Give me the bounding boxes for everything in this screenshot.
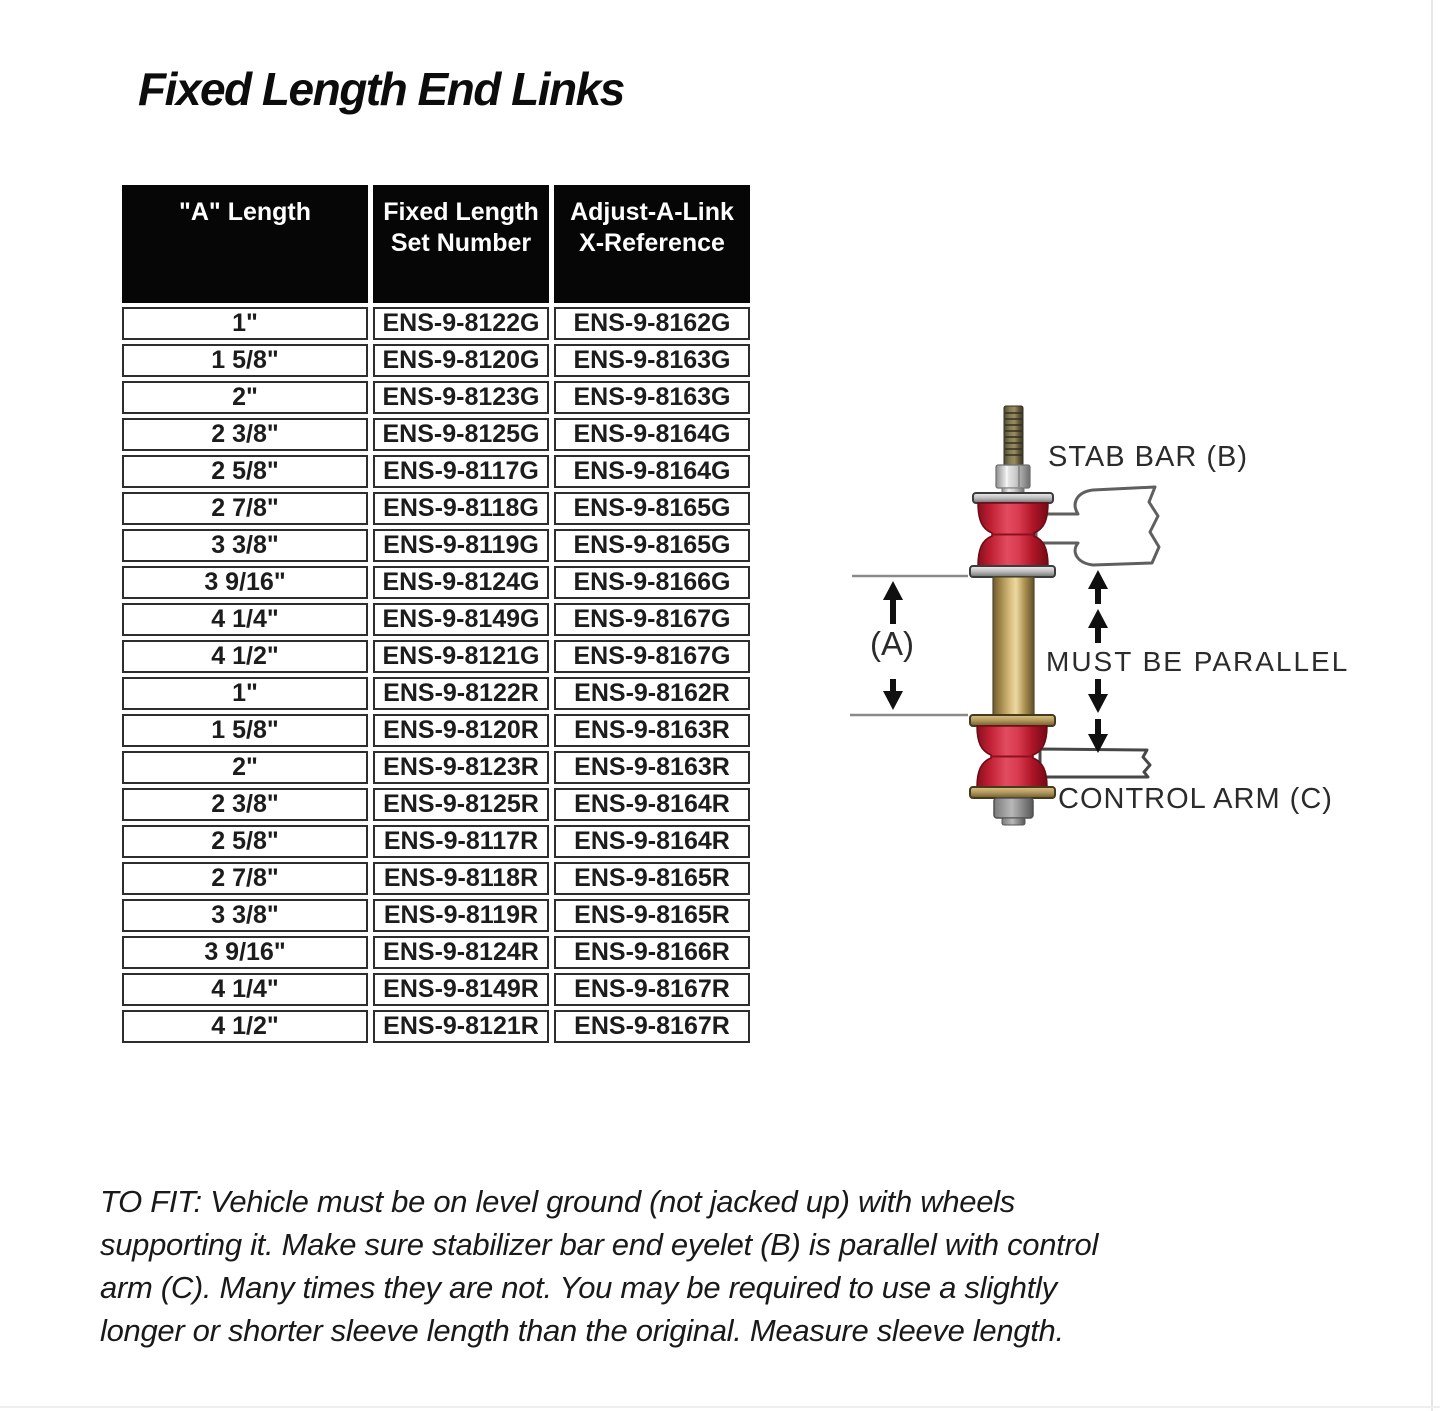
stab-bar-label: STAB BAR (B) <box>1048 441 1248 473</box>
table-row <box>122 936 750 969</box>
column-header-a-length <box>122 185 368 303</box>
table-cell: 2 5/8" <box>122 825 368 858</box>
table-cell: 3 3/8" <box>122 899 368 932</box>
header-line: "A" Length <box>178 198 312 226</box>
table-cell: 2 3/8" <box>122 418 368 451</box>
table-cell: ENS-9-8119G <box>373 529 549 562</box>
table-cell: 1" <box>122 677 368 710</box>
table-row <box>122 492 750 525</box>
control-arm-shape <box>1040 749 1150 777</box>
table-row <box>122 714 750 747</box>
table-row <box>122 529 750 562</box>
table-cell: ENS-9-8164G <box>554 455 750 488</box>
table-row <box>122 973 750 1006</box>
table-cell: 4 1/2" <box>122 640 368 673</box>
control-arm-label: CONTROL ARM (C) <box>1058 783 1333 815</box>
table-cell: 4 1/4" <box>122 973 368 1006</box>
table-cell: ENS-9-8122G <box>373 307 549 340</box>
table-cell: ENS-9-8117G <box>373 455 549 488</box>
dimension-a <box>850 576 968 715</box>
table-cell: 1 5/8" <box>122 344 368 377</box>
table-row <box>122 677 750 710</box>
table-cell: ENS-9-8163R <box>554 714 750 747</box>
table-cell: ENS-9-8124R <box>373 936 549 969</box>
table-cell: ENS-9-8120G <box>373 344 549 377</box>
top-nut <box>996 465 1030 494</box>
note-line: arm (C). Many times they are not. You may be required to use a slightly <box>100 1270 1057 1305</box>
sleeve <box>993 577 1034 715</box>
table-cell: ENS-9-8117R <box>373 825 549 858</box>
table-cell: 2 7/8" <box>122 492 368 525</box>
arrow-up-icon <box>1088 609 1108 643</box>
table-row <box>122 825 750 858</box>
table-cell: 2" <box>122 381 368 414</box>
table-cell: ENS-9-8165G <box>554 492 750 525</box>
parallel-annotation <box>1046 570 1349 753</box>
header-line: Fixed Length <box>383 198 539 226</box>
table-cell: ENS-9-8167G <box>554 640 750 673</box>
table-cell: ENS-9-8123G <box>373 381 549 414</box>
table-cell: ENS-9-8166R <box>554 936 750 969</box>
table-cell: ENS-9-8165G <box>554 529 750 562</box>
table-cell: ENS-9-8123R <box>373 751 549 784</box>
end-link-illustration <box>830 393 1420 863</box>
header-line: Set Number <box>390 229 532 257</box>
arrow-down-icon <box>1088 719 1108 753</box>
table-cell: ENS-9-8122R <box>373 677 549 710</box>
table-cell: ENS-9-8167R <box>554 1010 750 1043</box>
table-cell: 4 1/2" <box>122 1010 368 1043</box>
table-header <box>122 185 750 303</box>
table-row <box>122 307 750 340</box>
table-row <box>122 603 750 636</box>
stab-bar-eyelet-shape <box>1036 487 1159 565</box>
header-line: X-Reference <box>579 229 725 257</box>
table-cell: ENS-9-8167G <box>554 603 750 636</box>
table-cell: ENS-9-8125G <box>373 418 549 451</box>
table-cell: ENS-9-8162R <box>554 677 750 710</box>
table-row <box>122 455 750 488</box>
parts-table-wrap <box>117 181 755 1047</box>
table-cell: ENS-9-8149G <box>373 603 549 636</box>
table-row <box>122 344 750 377</box>
table-row <box>122 899 750 932</box>
table-cell: ENS-9-8121G <box>373 640 549 673</box>
page-edge-right <box>1431 0 1433 1411</box>
arrow-down-icon <box>1088 679 1108 713</box>
table-cell: ENS-9-8124G <box>373 566 549 599</box>
table-row <box>122 751 750 784</box>
table-cell: ENS-9-8164R <box>554 788 750 821</box>
table-row <box>122 862 750 895</box>
table-cell: ENS-9-8164R <box>554 825 750 858</box>
column-header-x-reference <box>554 185 750 303</box>
must-be-parallel-label: MUST BE PARALLEL <box>1046 646 1350 677</box>
arrow-down-icon <box>883 679 903 710</box>
table-cell: ENS-9-8166G <box>554 566 750 599</box>
table-row <box>122 640 750 673</box>
table-cell: ENS-9-8163G <box>554 344 750 377</box>
page-title: Fixed Length End Links <box>138 63 624 115</box>
table-cell: ENS-9-8165R <box>554 862 750 895</box>
column-header-set-number <box>373 185 549 303</box>
table-cell: ENS-9-8118R <box>373 862 549 895</box>
table-row <box>122 566 750 599</box>
table-cell: 3 9/16" <box>122 936 368 969</box>
table-cell: ENS-9-8120R <box>373 714 549 747</box>
table-cell: ENS-9-8163G <box>554 381 750 414</box>
page-edge-bottom <box>0 1406 1440 1408</box>
note-line: supporting it. Make sure stabilizer bar end eyelet (B) is parallel with control <box>100 1227 1099 1262</box>
table-cell: ENS-9-8167R <box>554 973 750 1006</box>
table-cell: ENS-9-8164G <box>554 418 750 451</box>
parts-table <box>117 181 755 1047</box>
table-body <box>122 307 750 1043</box>
table-cell: ENS-9-8119R <box>373 899 549 932</box>
threaded-stud <box>1004 406 1023 467</box>
table-cell: ENS-9-8165R <box>554 899 750 932</box>
table-cell: 2" <box>122 751 368 784</box>
arrow-up-icon <box>883 581 903 624</box>
table-row <box>122 1010 750 1043</box>
table-cell: ENS-9-8125R <box>373 788 549 821</box>
table-cell: 3 3/8" <box>122 529 368 562</box>
note-line: TO FIT: Vehicle must be on level ground (not jacked up) with wheels <box>100 1184 1015 1219</box>
table-cell: 2 3/8" <box>122 788 368 821</box>
table-cell: 2 5/8" <box>122 455 368 488</box>
arrow-up-icon <box>1088 570 1108 604</box>
table-cell: 1 5/8" <box>122 714 368 747</box>
table-row <box>122 381 750 414</box>
table-row <box>122 418 750 451</box>
table-cell: ENS-9-8121R <box>373 1010 549 1043</box>
table-cell: ENS-9-8118G <box>373 492 549 525</box>
table-cell: 3 9/16" <box>122 566 368 599</box>
end-link-diagram <box>830 393 1420 863</box>
table-cell: 2 7/8" <box>122 862 368 895</box>
lower-bushing <box>970 715 1055 825</box>
table-cell: ENS-9-8162G <box>554 307 750 340</box>
table-cell: ENS-9-8149R <box>373 973 549 1006</box>
note-line: longer or shorter sleeve length than the original. Measure sleeve length. <box>100 1313 1064 1348</box>
dimension-a-label: (A) <box>870 625 914 662</box>
table-cell: 4 1/4" <box>122 603 368 636</box>
table-row <box>122 788 750 821</box>
header-line: Adjust-A-Link <box>570 198 734 226</box>
fit-instructions <box>100 1180 1160 1352</box>
table-cell: ENS-9-8163R <box>554 751 750 784</box>
table-cell: 1" <box>122 307 368 340</box>
